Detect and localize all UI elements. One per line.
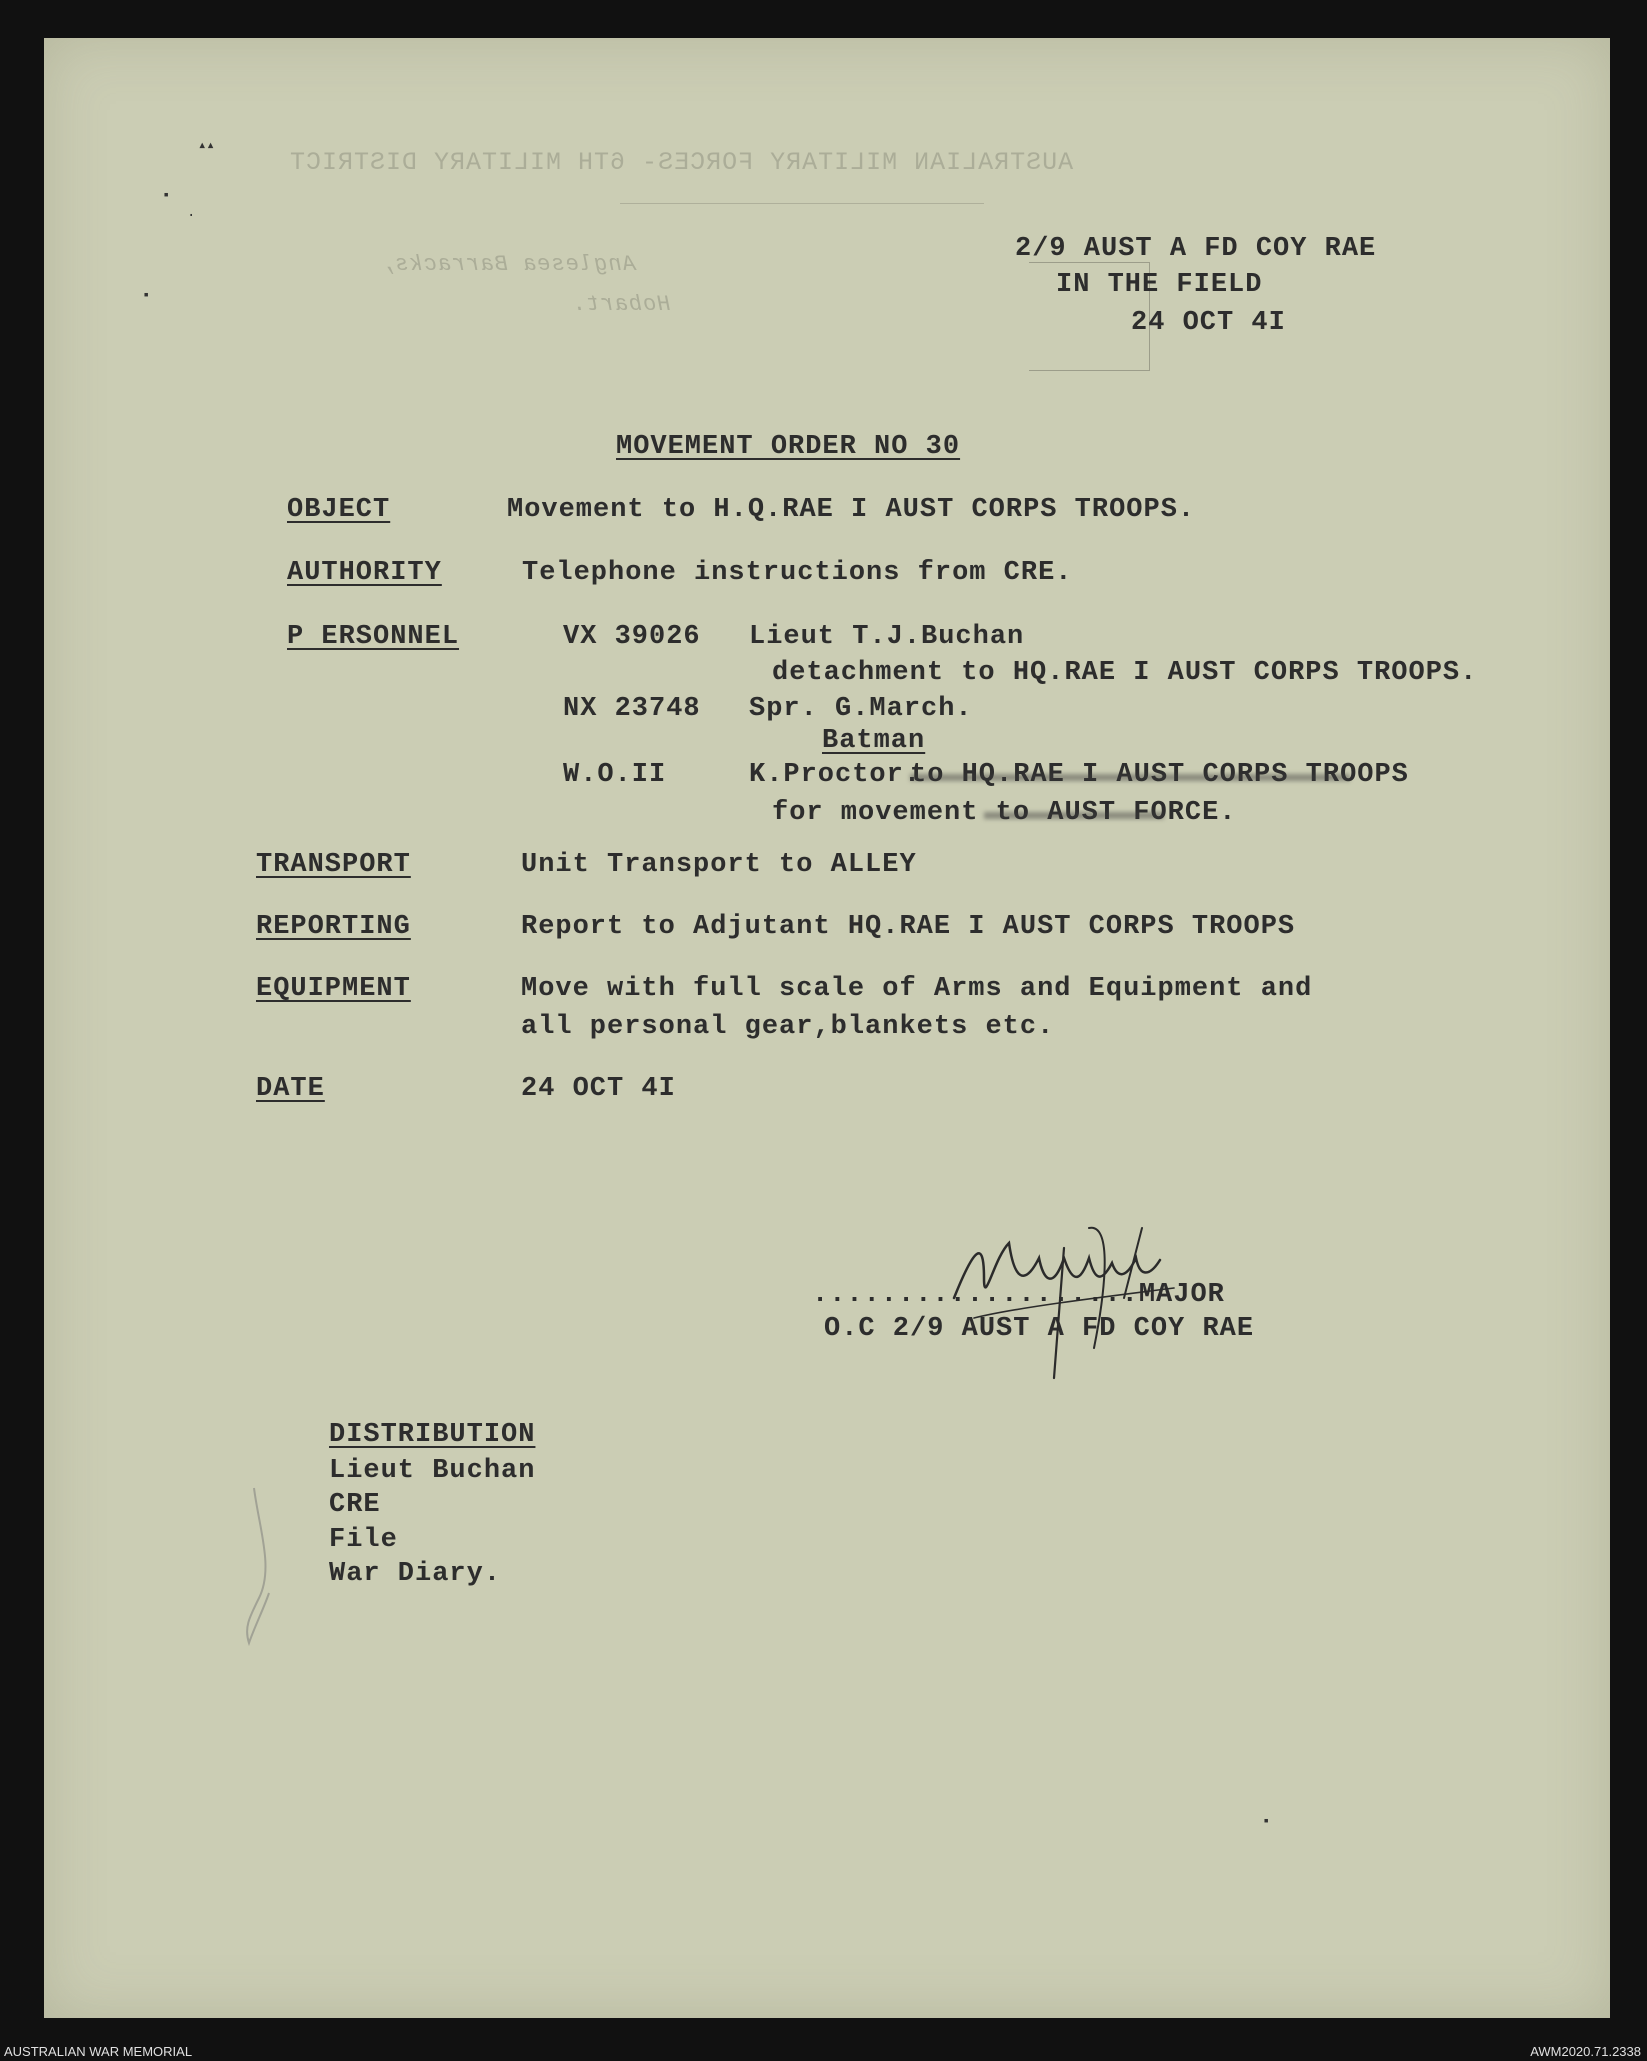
document-page bbox=[44, 38, 1610, 2018]
signature-title: O.C 2/9 AUST A FD COY RAE bbox=[824, 1314, 1255, 1344]
personnel-name: Lieut T.J.Buchan bbox=[749, 622, 1025, 652]
date-text: 24 OCT 4I bbox=[521, 1074, 676, 1104]
transport-label: TRANSPORT bbox=[256, 850, 411, 880]
personnel-name: K.Proctor. bbox=[749, 760, 922, 790]
distribution-item: File bbox=[329, 1525, 398, 1555]
handwritten-signature bbox=[914, 1188, 1244, 1388]
ghost-letterhead: AUSTRALIAN MILITARY FORCES- 6TH MILITARY DISTRICT bbox=[289, 148, 1074, 177]
authority-label: AUTHORITY bbox=[287, 558, 442, 588]
date-header: 24 OCT 4I bbox=[1131, 308, 1286, 338]
object-label: OBJECT bbox=[287, 495, 391, 525]
distribution-item: Lieut Buchan bbox=[329, 1456, 536, 1486]
page-title: MOVEMENT ORDER NO 30 bbox=[616, 432, 961, 462]
personnel-detail: to HQ.RAE I AUST CORPS TROOPS bbox=[910, 760, 1409, 790]
reporting-text: Report to Adjutant HQ.RAE I AUST CORPS TROOPS bbox=[521, 912, 1296, 942]
ghost-address-text-2: Hobart. bbox=[571, 292, 671, 317]
location-header: IN THE FIELD bbox=[1056, 270, 1263, 300]
personnel-role: Batman bbox=[822, 726, 926, 756]
paper-mark: ▴▴ bbox=[198, 138, 215, 154]
personnel-number: W.O.II bbox=[563, 760, 667, 790]
ghost-rule bbox=[620, 203, 984, 204]
date-label: DATE bbox=[256, 1074, 325, 1104]
unit-header: 2/9 AUST A FD COY RAE bbox=[1015, 234, 1377, 264]
distribution-heading: DISTRIBUTION bbox=[329, 1420, 536, 1450]
archive-reference: AWM2020.71.2338 bbox=[1530, 2044, 1641, 2059]
personnel-number: VX 39026 bbox=[563, 622, 701, 652]
distribution-item: CRE bbox=[329, 1490, 381, 1520]
equipment-label: EQUIPMENT bbox=[256, 974, 411, 1004]
paper-mark: ▪ bbox=[1262, 1814, 1271, 1830]
ghost-address-text: Anglesea Barracks, bbox=[380, 252, 636, 277]
paper-mark: ▪ bbox=[162, 188, 171, 204]
transport-text: Unit Transport to ALLEY bbox=[521, 850, 917, 880]
equipment-text: Move with full scale of Arms and Equipment and bbox=[521, 974, 1313, 1004]
personnel-detail: detachment to HQ.RAE I AUST CORPS TROOPS. bbox=[772, 658, 1478, 688]
strikethrough-mark bbox=[910, 774, 1350, 781]
strikethrough-mark bbox=[984, 812, 1164, 819]
object-text: Movement to H.Q.RAE I AUST CORPS TROOPS. bbox=[507, 495, 1196, 525]
personnel-label: P ERSONNEL bbox=[287, 622, 460, 652]
equipment-text: all personal gear,blankets etc. bbox=[521, 1012, 1055, 1042]
distribution-item: War Diary. bbox=[329, 1559, 502, 1589]
pencil-tick-mark bbox=[229, 1478, 289, 1658]
personnel-number: NX 23748 bbox=[563, 694, 701, 724]
reporting-label: REPORTING bbox=[256, 912, 411, 942]
signature-line: ...................MAJOR bbox=[812, 1280, 1225, 1310]
paper-mark: · bbox=[187, 208, 196, 224]
paper-mark: ▪ bbox=[142, 288, 151, 304]
authority-text: Telephone instructions from CRE. bbox=[522, 558, 1073, 588]
personnel-detail: for movement to AUST FORCE. bbox=[772, 798, 1237, 828]
archive-credit: AUSTRALIAN WAR MEMORIAL bbox=[4, 2044, 193, 2059]
personnel-name: Spr. G.March. bbox=[749, 694, 973, 724]
